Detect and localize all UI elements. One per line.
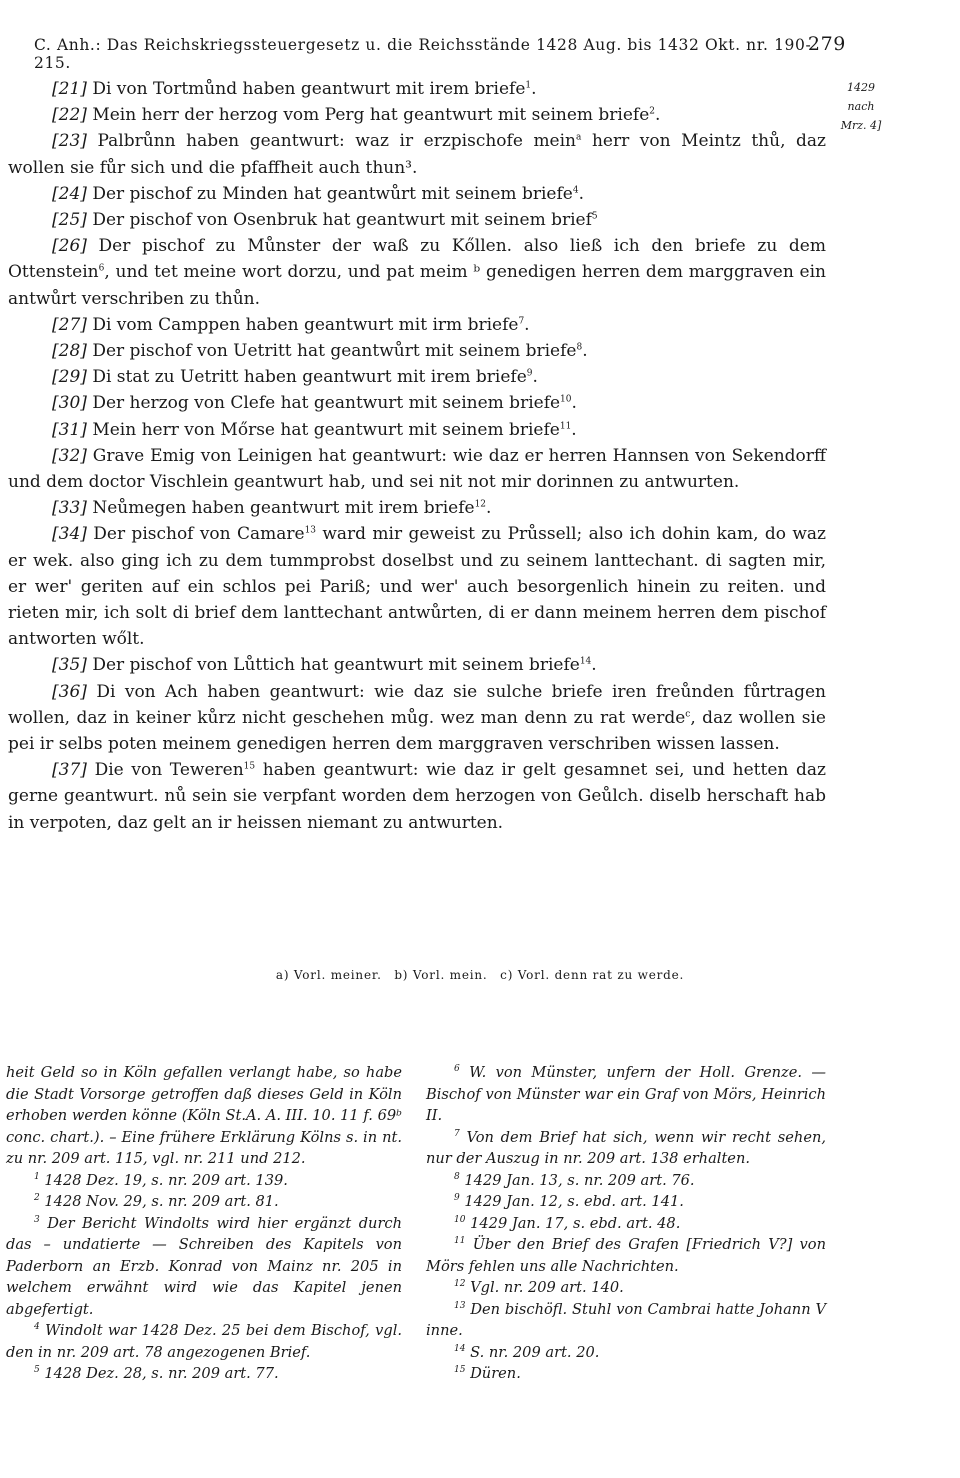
paragraph-text: Der pischof von Camare: [93, 524, 305, 545]
footnote-mark: 9: [454, 1193, 460, 1204]
footnote-reference: 14: [579, 656, 592, 667]
footnote: [6, 1363, 402, 1385]
paragraph-text-end: .: [591, 655, 597, 676]
footnote: [6, 1170, 402, 1192]
paragraph: [8, 652, 826, 678]
footnote: [6, 1213, 402, 1321]
footnote-text: 1429 Jan. 13, s. nr. 209 art. 76.: [464, 1171, 695, 1189]
paragraph: [8, 390, 826, 416]
paragraph-number: [25]: [52, 210, 87, 231]
paragraph-text: Di stat zu Uetritt haben geantwurt mit irem briefe: [92, 367, 527, 388]
footnote-text: 1428 Nov. 29, s. nr. 209 art. 81.: [44, 1193, 279, 1210]
footnote-mark: 15: [454, 1365, 466, 1376]
footnote-mark: 2: [34, 1193, 40, 1204]
footnote-text: Windolt war 1428 Dez. 25 bei dem Bischof, vgl. den in nr. 209 art. 78 angezogenen Brief.: [6, 1322, 403, 1361]
paragraph-text-end: .: [486, 498, 492, 519]
paragraph: [8, 364, 826, 390]
paragraph-text: Grave Emig von Leinigen hat geantwurt: wie daz er herren Hannsen von Sekendorff und dem doctor Vischlein geantwurt hab, und sei nit not mir dorinnen zu antwurten.: [8, 445, 826, 493]
footnote-mark: 1: [34, 1171, 40, 1182]
footnote: [426, 1277, 826, 1299]
footnote-text: Vgl. nr. 209 art. 140.: [470, 1279, 624, 1296]
margin-note-line: Mrz. 4]: [840, 119, 882, 132]
paragraph-text: Der pischof zu Můnster der waß zu Kőllen. also ließ ich den briefe zu dem Ottenstein: [8, 236, 826, 283]
paragraph-text-end: .: [655, 105, 661, 126]
footnote: [6, 1062, 402, 1170]
paragraph-number: [28]: [52, 341, 87, 362]
paragraph: [8, 128, 826, 180]
footnotes-right-column: [426, 1062, 826, 1385]
footnote-text: Der Bericht Windolts wird hier ergänzt durch das – undatierte — Schreiben des Kapitels von Paderborn an Erzb. Konrad von Mainz nr. 205 in welchem erwähnt wird wie das Kapitel jenen abgefertigt.: [6, 1214, 402, 1318]
footnote-reference: 8: [576, 342, 583, 353]
paragraph: [8, 521, 826, 652]
footnote: [6, 1320, 402, 1363]
paragraph-text-end: .: [524, 314, 530, 335]
paragraph: [8, 417, 826, 443]
paragraph-text: Di von Ach haben geantwurt: wie daz sie sulche briefe iren freůnden fůrtragen wollen, daz in keiner kůrz nicht geschehen můg. wez man denn zu rat werde: [8, 681, 827, 728]
paragraph: [8, 679, 826, 758]
variant-readings: [0, 968, 960, 982]
footnote: [426, 1062, 826, 1127]
paragraph-text: Der pischof von Uetritt hat geantwůrt mit seinem briefe: [92, 341, 577, 362]
footnote-reference: 9: [526, 368, 533, 379]
footnotes-left-column: [6, 1062, 402, 1385]
footnote-mark: 12: [454, 1279, 466, 1290]
paragraph-text-end: .: [571, 393, 577, 414]
paragraph-text: Der pischof von Lůttich hat geantwurt mit seinem briefe: [92, 655, 580, 676]
paragraph: [8, 181, 826, 207]
paragraph-text: Di vom Camppen haben geantwurt mit irm briefe: [92, 314, 519, 335]
paragraph-text-end: haben geantwurt: wie daz ir gelt gesamnet sei, und hetten daz gerne geantwurt. nů sein sie verpfant worden dem herzogen von Geůlch. diselb herschaft hab in verpoten, daz gelt an ir heissen niemant zu antwurten.: [8, 760, 826, 833]
footnote: [426, 1170, 826, 1192]
margin-note: [836, 78, 886, 135]
footnote-mark: 10: [454, 1214, 466, 1225]
variant-note: a) Vorl. meiner.: [275, 968, 382, 982]
paragraph: [8, 443, 826, 495]
footnote-reference: 6: [98, 263, 105, 274]
footnote-mark: 13: [454, 1300, 466, 1311]
paragraph-text: Der pischof von Osenbruk hat geantwurt mit seinem brief: [92, 210, 592, 231]
footnote-reference: 1: [525, 80, 532, 91]
footnote-reference: 2: [649, 106, 656, 117]
footnote-text: Von dem Brief hat sich, wenn wir recht sehen, nur der Auszug in nr. 209 art. 138 erhalten.: [426, 1128, 826, 1167]
page-number: 279: [807, 33, 846, 55]
paragraph-number: [32]: [52, 445, 87, 466]
paragraph-number: [23]: [52, 131, 87, 152]
footnote-mark: 4: [34, 1322, 40, 1333]
paragraph-text-end: .: [582, 341, 588, 362]
paragraph-number: [35]: [52, 655, 87, 676]
paragraph-text: Der herzog von Clefe hat geantwurt mit seinem briefe: [92, 393, 561, 414]
paragraph-text-end: .: [531, 79, 537, 99]
footnote-mark: 7: [454, 1128, 460, 1139]
footnote-reference: 13: [304, 525, 317, 536]
footnote-text: 1429 Jan. 12, s. ebd. art. 141.: [464, 1193, 684, 1210]
footnote-mark: 5: [34, 1365, 40, 1376]
main-text: [8, 76, 826, 836]
paragraph-text-end: , und tet meine wort dorzu, und pat meim ᵇ genedigen herren dem marggraven ein antwůrt verschriben zu thůn.: [8, 262, 826, 309]
variant-note: c) Vorl. denn rat zu werde.: [500, 968, 685, 982]
variant-note: b) Vorl. mein.: [394, 968, 488, 982]
footnote-text: Den bischöfl. Stuhl von Cambrai hatte Johann V inne.: [426, 1300, 826, 1339]
paragraph-text-end: .: [571, 419, 577, 440]
paragraph-number: [22]: [52, 105, 87, 126]
footnote-reference: 15: [243, 761, 256, 772]
footnote-mark: 6: [454, 1064, 460, 1075]
paragraph-text: Die von Teweren: [94, 760, 244, 781]
paragraph-text: Mein herr der herzog vom Perg hat geantwurt mit seinem briefe: [92, 105, 650, 126]
margin-note-line: nach: [847, 100, 875, 113]
footnote: [426, 1127, 826, 1170]
footnote-text: heit Geld so in Köln gefallen verlangt habe, so habe die Stadt Vorsorge getroffen daß dieses Geld in Köln erhoben werden könne (Köln St.A. A. III. 10. 11 f. 69ᵇ conc. chart.). – Eine frühere Erklärung Kölns s. in nt. zu nr. 209 art. 115, vgl. nr. 211 und 212.: [6, 1064, 402, 1167]
paragraph-number: [34]: [52, 524, 87, 545]
paragraph: [8, 495, 826, 521]
paragraph-text-end: , daz wollen sie pei ir selbs poten meinem genedigen herren dem marggraven verschriben wissen lassen.: [8, 707, 826, 755]
footnote: [426, 1234, 826, 1277]
paragraph: [8, 757, 826, 836]
paragraph-text: Mein herr von Mőrse hat geantwurt mit seinem briefe: [92, 419, 560, 440]
footnote-text: S. nr. 209 art. 20.: [470, 1343, 600, 1361]
paragraph-number: [24]: [52, 183, 87, 204]
footnote-mark: 14: [454, 1343, 466, 1354]
paragraph: [8, 76, 826, 102]
paragraph-text-end: .: [578, 183, 584, 204]
paragraph-text: Di von Tortmůnd haben geantwurt mit irem briefe: [92, 79, 526, 99]
footnote-reference: 7: [518, 316, 525, 327]
paragraph-number: [27]: [52, 314, 87, 335]
footnote-text: Düren.: [470, 1365, 521, 1382]
footnote: [6, 1191, 402, 1213]
margin-note-line: 1429: [847, 81, 875, 94]
footnote-reference: 10: [560, 394, 572, 405]
footnote-text: 1428 Dez. 28, s. nr. 209 art. 77.: [44, 1365, 279, 1382]
paragraph: [8, 207, 826, 233]
paragraph-number: [33]: [52, 498, 87, 519]
footnote-mark: 11: [454, 1236, 466, 1247]
paragraph-number: [31]: [52, 419, 87, 440]
footnote: [426, 1299, 826, 1342]
paragraph-number: [30]: [52, 393, 87, 414]
footnote-reference: a: [576, 132, 582, 143]
paragraph-number: [21]: [52, 79, 87, 99]
paragraph-text: Der pischof zu Minden hat geantwůrt mit seinem briefe: [92, 183, 573, 204]
paragraph: [8, 338, 826, 364]
paragraph-text-end: ward mir geweist zu Průssell; also ich dohin kam, do waz er wek. also ging ich zu dem tummprobst doselbst und zu seinem lanttechant. di sagten mir, er wer' geriten auf ein schlos pei Pariß; und wer' auch besorgenlich hinein zu reiten. und rieten mir, ich solt di brief dem lanttechant antwůrten, di er dann meinem herren dem pischof antworten wőlt.: [8, 524, 826, 650]
paragraph: [8, 233, 826, 312]
footnote: [426, 1342, 826, 1364]
paragraph: [8, 102, 826, 128]
paragraph-number: [37]: [52, 760, 87, 781]
footnote-mark: 3: [34, 1214, 40, 1225]
paragraph-text-end: herr von Meintz thů, daz wollen sie fůr sich und die pfaffheit auch thun³.: [8, 131, 827, 178]
footnote-reference: 12: [474, 499, 487, 510]
running-title: C. Anh.: Das Reichskriegssteuergesetz u. die Reichsstände 1428 Aug. bis 1432 Okt. nr. 190-215.: [34, 36, 812, 72]
footnote-reference: c: [685, 709, 691, 720]
paragraph-text-end: .: [532, 367, 538, 388]
paragraph: [8, 312, 826, 338]
paragraph-number: [29]: [52, 367, 87, 388]
footnote-reference: 11: [559, 420, 572, 431]
footnote-text: 1428 Dez. 19, s. nr. 209 art. 139.: [44, 1171, 288, 1189]
paragraph-number: [26]: [52, 236, 87, 257]
paragraph-number: [36]: [52, 681, 87, 702]
footnote-text: 1429 Jan. 17, s. ebd. art. 48.: [470, 1214, 681, 1232]
paragraph-text: Palbrůnn haben geantwurt: waz ir erzpischofe mein: [97, 131, 577, 152]
footnote: [426, 1213, 826, 1235]
footnote-reference: 4: [572, 185, 579, 196]
running-header: [34, 33, 846, 72]
footnote: [426, 1191, 826, 1213]
footnote-text: Über den Brief des Grafen [Friedrich V?] von Mörs fehlen uns alle Nachrichten.: [426, 1236, 826, 1275]
footnote: [426, 1363, 826, 1385]
paragraph-text: Neůmegen haben geantwurt mit irem briefe: [92, 498, 475, 519]
footnote-mark: 8: [454, 1171, 460, 1182]
footnote-text: W. von Münster, unfern der Holl. Grenze. — Bischof von Münster war ein Graf von Mörs, Heinrich II.: [426, 1064, 826, 1124]
footnote-reference: 5: [591, 211, 598, 222]
